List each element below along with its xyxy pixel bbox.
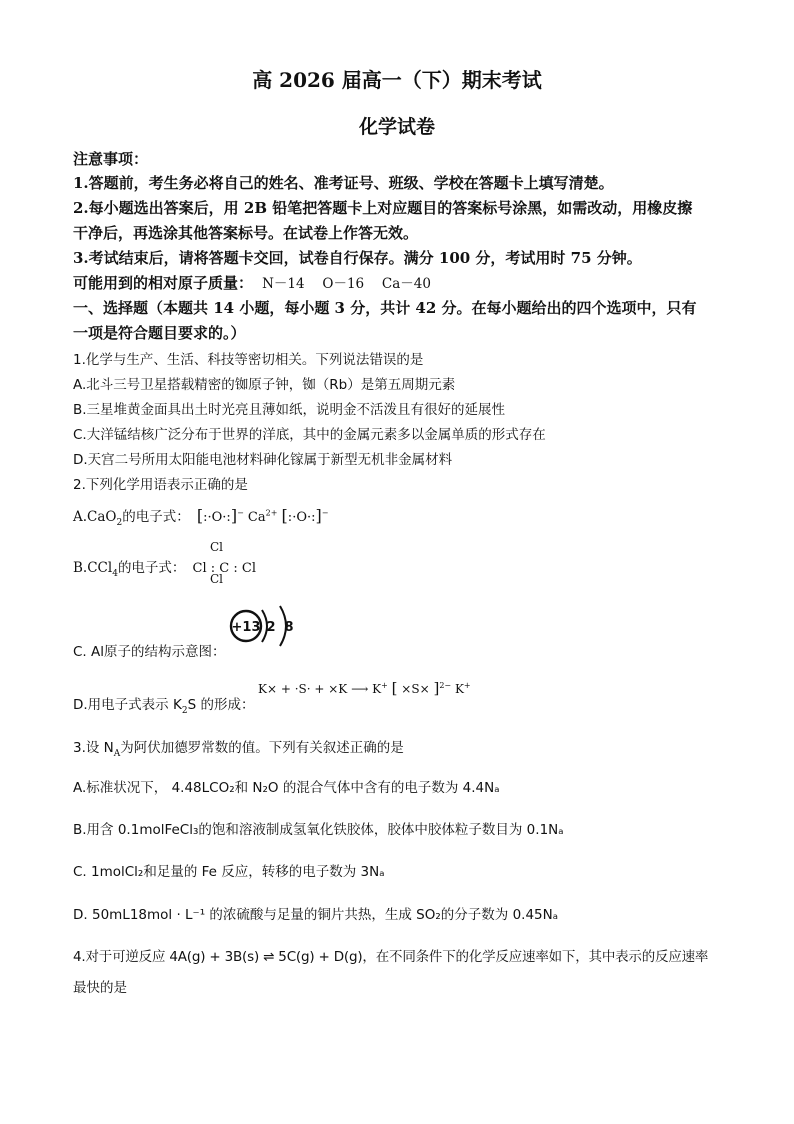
q2-d-s-charge: 2− [439, 681, 452, 690]
atomic-mass-line [73, 272, 431, 293]
q2-a-charge-1: − [237, 508, 244, 518]
q2-a-sub: 2 [116, 518, 123, 529]
aluminum-atom-structure-diagram [226, 604, 306, 652]
q2-b-suffix: 的电子式： [117, 560, 186, 576]
q2-a-ca-charge: 2+ [265, 508, 278, 518]
q1-option-c: C.大洋锰结核广泛分布于世界的洋底，其中的金属元素多以金属单质的形式存在 [73, 427, 546, 443]
q2-a-suffix: 的电子式： [122, 509, 190, 525]
q3-option-a: A.标准状况下， 4.48LCO₂和 N₂O 的混合气体中含有的电子数为 4.4Nₐ [73, 780, 500, 796]
q2-d-sulfur: S [411, 682, 420, 696]
notes-heading: 注意事项： [73, 150, 149, 168]
exam-title: 高 2026 届高一（下）期末考试 [252, 68, 542, 92]
q2-b-sub: 4 [112, 569, 118, 580]
q2-d-formation: K× + ·S· + ×K ⟶ K+ [ ×S× ]$^{2-}$ K+ [258, 679, 471, 697]
q2-d-suffix: S 的形成： [187, 697, 255, 713]
q2-option-d [73, 693, 254, 716]
q2-b-prefix: B.CCl [73, 560, 113, 576]
note-item-2: 2.每小题选出答案后，用 2B 铅笔把答题卡上对应题目的答案标号涂黑，如需改动，用橡皮擦 [73, 199, 693, 217]
q1-option-a: A.北斗三号卫星搭载精密的铷原子钟，铷（Rb）是第五周期元素 [73, 377, 456, 393]
shell-1-count: 2 [266, 620, 276, 635]
section1-heading-line1: 一、选择题（本题共 14 小题，每小题 3 分，共计 42 分。在每小题给出的四个选项中，只有 [73, 299, 697, 317]
q2-a-oxygen-1: ·O· [207, 510, 227, 525]
note-item-1: 1.答题前，考生务必将自己的姓名、准考证号、班级、学校在答题卡上填写清楚。 [73, 174, 614, 192]
q2-option-a [73, 505, 328, 528]
q2-b-bottom-cl: Cl [210, 572, 224, 586]
q3-stem-prefix: 3.设 N [73, 740, 114, 756]
note-item-2-cont: 干净后，再选涂其他答案标号。在试卷上作答无效。 [73, 224, 419, 242]
q2-option-b [73, 556, 256, 579]
q1-option-d: D.天宫二号所用太阳能电池材料砷化镓属于新型无机非金属材料 [73, 452, 453, 468]
q2-option-c: C. Al原子的结构示意图： [73, 644, 226, 660]
q1-option-b: B.三星堆黄金面具出土时光亮且薄如纸，说明金不活泼且有很好的延展性 [73, 402, 506, 418]
q3-option-d: D. 50mL18mol · L⁻¹ 的浓硫酸与足量的铜片共热，生成 SO₂的分子数为 0.45Nₐ [73, 907, 559, 923]
note-item-3: 3.考试结束后，请将答题卡交回，试卷自行保存。满分 100 分，考试用时 75 分钟。 [73, 249, 642, 267]
q4-stem-line2: 最快的是 [73, 980, 127, 996]
q3-option-b: B.用含 0.1molFeCl₃的饱和溶液制成氢氧化铁胶体，胶体中胶体粒子数目为 0.1Nₐ [73, 822, 564, 838]
arrow-icon: ⟶ [351, 682, 369, 696]
q2-d-sub: 2 [181, 706, 188, 717]
q2-d-left: K× + ·S· + ×K [258, 682, 348, 696]
q2-a-charge-2: − [321, 508, 329, 518]
q1-stem: 1.化学与生产、生活、科技等密切相关。下列说法错误的是 [73, 352, 424, 368]
q2-stem: 2.下列化学用语表示正确的是 [73, 477, 248, 493]
q2-a-calcium: Ca [247, 510, 266, 525]
q2-a-prefix: A.CaO [73, 509, 117, 525]
q3-option-c: C. 1molCl₂和足量的 Fe 反应，转移的电子数为 3Nₐ [73, 864, 385, 880]
q2-b-top-cl: Cl [210, 540, 224, 554]
nucleus-charge: +13 [231, 620, 261, 635]
exam-subtitle: 化学试卷 [358, 116, 435, 138]
q2-a-formula: [:·O·:]− $Ca^{2+}$ [:·O·:]− [196, 506, 329, 525]
atomic-mass-label: 可能用到的相对原子质量： [73, 274, 254, 292]
q3-stem [73, 736, 404, 759]
q3-stem-sub: A [113, 749, 121, 760]
q4-stem-line1: 4.对于可逆反应 4A(g) + 3B(s) ⇌ 5C(g) + D(g)，在不同条件下的化学反应速率如下，其中表示的反应速率 [73, 949, 709, 965]
q2-d-k1: K [372, 682, 382, 696]
q2-b-mid: Cl : C : Cl [192, 561, 256, 576]
section1-heading-line2: 一项是符合题目要求的。） [73, 324, 246, 342]
q3-stem-suffix: 为阿伏加德罗常数的值。下列有关叙述正确的是 [120, 740, 404, 756]
shell-2-count: 8 [284, 620, 294, 635]
atomic-mass-values: N－14 O－16 Ca－40 [262, 276, 431, 292]
q2-d-prefix: D.用电子式表示 K [73, 697, 182, 713]
q2-d-k2: K [454, 682, 464, 696]
q2-a-oxygen-2: ·O· [292, 510, 312, 525]
